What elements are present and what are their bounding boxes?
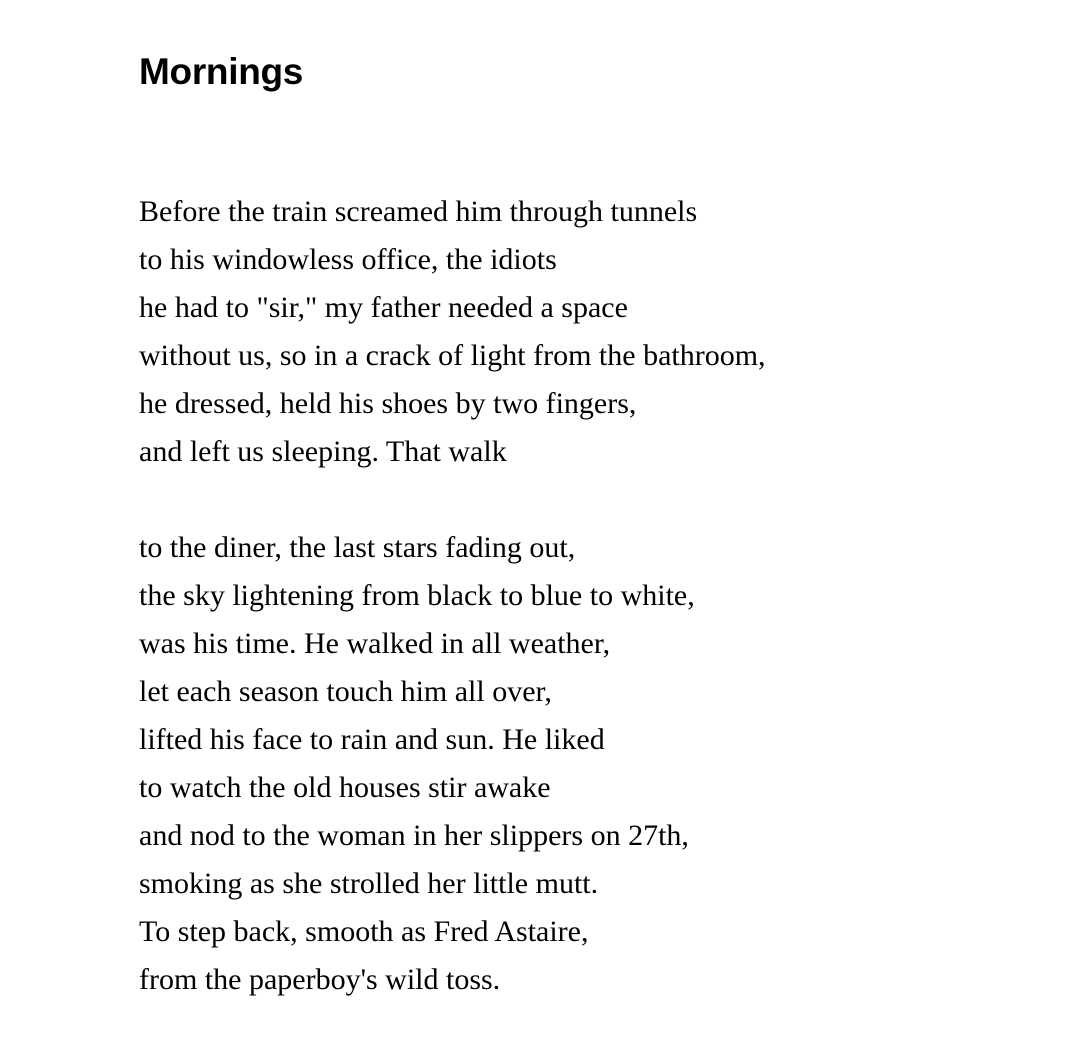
poem-line: he dressed, held his shoes by two fingers, <box>139 387 637 420</box>
poem-line: lifted his face to rain and sun. He liked <box>139 723 605 756</box>
poem-line: Before the train screamed him through tunnels <box>139 195 698 228</box>
poem-line: without us, so in a crack of light from the bathroom, <box>139 339 766 372</box>
poem-line: to the diner, the last stars fading out, <box>139 531 576 564</box>
poem-title: Mornings <box>139 51 304 92</box>
poem-body <box>139 188 766 1052</box>
poem-line: from the paperboy's wild toss. <box>139 963 501 996</box>
poem-line: and nod to the woman in her slippers on 27th, <box>139 819 689 852</box>
poem-line: he had to "sir," my father needed a space <box>139 291 628 324</box>
poem-line: and left us sleeping. That walk <box>139 435 507 468</box>
poem-line: the sky lightening from black to blue to white, <box>139 579 695 612</box>
poem-line: To step back, smooth as Fred Astaire, <box>139 915 589 948</box>
stanza-1 <box>139 188 766 476</box>
poem-line: smoking as she strolled her little mutt. <box>139 867 599 900</box>
poem-line: to his windowless office, the idiots <box>139 243 557 276</box>
stanza-2 <box>139 524 766 1004</box>
poem-line: let each season touch him all over, <box>139 675 552 708</box>
poem-line: to watch the old houses stir awake <box>139 771 551 804</box>
poem-line: was his time. He walked in all weather, <box>139 627 611 660</box>
